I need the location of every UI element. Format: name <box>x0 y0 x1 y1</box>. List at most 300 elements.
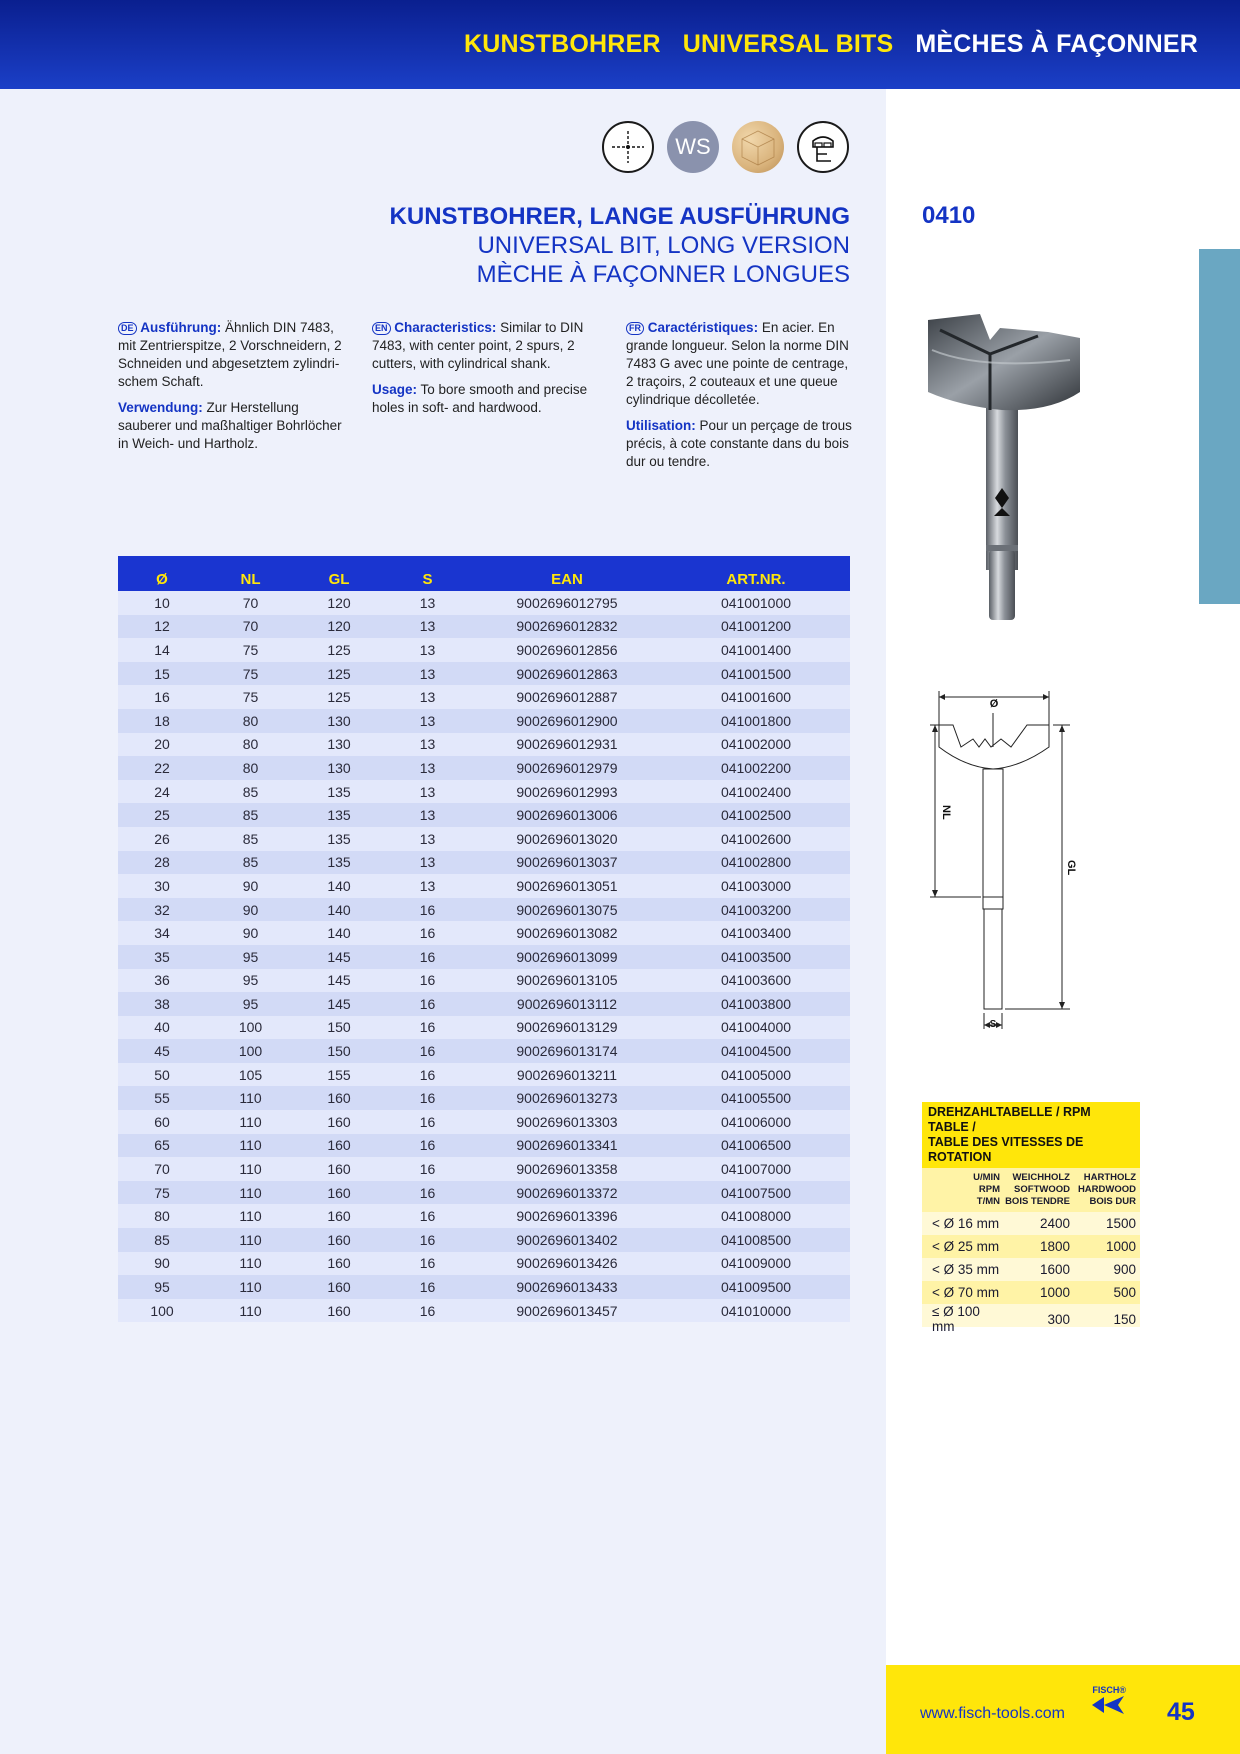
cell-nl: 80 <box>242 712 259 729</box>
cell-diameter: 36 <box>154 972 170 989</box>
cell-diameter: 50 <box>154 1066 170 1083</box>
rpm-cell-softwood: 2400 <box>1039 1216 1070 1231</box>
cell-ean: 9002696012979 <box>516 759 618 776</box>
footer-url[interactable]: www.fisch-tools.com <box>920 1705 1065 1722</box>
table-row <box>118 1181 850 1205</box>
rpm-table <box>922 1102 1140 1334</box>
cell-diameter: 22 <box>154 759 170 776</box>
rpm-cell-softwood: 1800 <box>1039 1239 1070 1254</box>
cell-nl: 105 <box>238 1066 263 1083</box>
feature-icons <box>602 121 849 173</box>
cell-art-nr: 041002000 <box>720 736 792 753</box>
rpm-col-speed-de: U/MIN <box>973 1172 1000 1183</box>
en-usage-label: Usage: <box>372 382 418 397</box>
header-titles <box>464 30 1198 59</box>
cell-gl: 140 <box>327 925 351 942</box>
table-row <box>118 1016 850 1040</box>
cell-gl: 135 <box>327 854 351 871</box>
cell-s: 16 <box>419 1231 436 1248</box>
cell-s: 16 <box>419 1043 436 1060</box>
cell-ean: 9002696013433 <box>516 1279 618 1296</box>
table-row <box>118 1110 850 1134</box>
cell-art-nr: 041002500 <box>720 807 792 824</box>
drawing-label-diameter: Ø <box>989 698 999 710</box>
cell-s: 13 <box>419 618 436 635</box>
header-title-fr: MÈCHES À FAÇONNER <box>915 30 1198 58</box>
rpm-col-softwood-fr: BOIS TENDRE <box>1005 1196 1070 1207</box>
cell-nl: 75 <box>242 665 259 682</box>
cell-s: 13 <box>419 689 436 706</box>
cell-gl: 140 <box>327 877 351 894</box>
cell-gl: 140 <box>327 901 351 918</box>
cell-ean: 9002696013358 <box>516 1161 618 1178</box>
header-title-en: UNIVERSAL BITS <box>682 30 894 58</box>
table-row <box>118 615 850 639</box>
col-header-s: S <box>422 571 433 588</box>
rpm-table-title <box>922 1102 1140 1168</box>
cell-gl: 130 <box>327 759 351 776</box>
cell-diameter: 70 <box>154 1161 170 1178</box>
table-row <box>118 1299 850 1323</box>
table-row <box>118 898 850 922</box>
table-row <box>118 969 850 993</box>
cell-ean: 9002696012887 <box>516 689 618 706</box>
rpm-cell-diameter: < Ø 35 mm <box>932 1262 1000 1277</box>
cell-nl: 110 <box>239 1090 262 1107</box>
product-title-block <box>390 202 850 289</box>
col-header-gl: GL <box>328 571 350 588</box>
de-char-text: Ähnlich DIN 7483, mit Zentrierspitze, 2 Vorschneidern, 2 Schneiden und abgesetztem zylindri-schem Schaft. <box>118 320 342 389</box>
cell-gl: 160 <box>327 1231 351 1248</box>
cell-nl: 100 <box>238 1043 263 1060</box>
rpm-title-line1: DREHZAHLTABELLE / RPM TABLE / <box>928 1105 1091 1134</box>
cell-gl: 155 <box>327 1066 351 1083</box>
rpm-cell-hardwood: 500 <box>1113 1285 1136 1300</box>
footer-brand: FISCH® <box>1092 1685 1126 1695</box>
cell-gl: 130 <box>327 712 351 729</box>
product-title-en: UNIVERSAL BIT, LONG VERSION <box>477 232 850 259</box>
cell-s: 13 <box>419 665 436 682</box>
rpm-row <box>922 1281 1140 1304</box>
cell-s: 16 <box>419 1208 436 1225</box>
cell-gl: 135 <box>327 807 351 824</box>
cell-gl: 150 <box>327 1043 351 1060</box>
cell-gl: 125 <box>327 665 351 682</box>
table-row <box>118 1039 850 1063</box>
cell-s: 16 <box>419 948 436 965</box>
cell-ean: 9002696012856 <box>516 641 618 658</box>
cell-nl: 75 <box>242 641 259 658</box>
table-row <box>118 1157 850 1181</box>
cell-art-nr: 041001800 <box>720 712 792 729</box>
rpm-col-hardwood-de: HARTHOLZ <box>1083 1172 1136 1183</box>
cell-diameter: 100 <box>150 1302 174 1319</box>
cell-nl: 80 <box>242 736 259 753</box>
cell-diameter: 90 <box>154 1255 170 1272</box>
cell-gl: 160 <box>327 1090 351 1107</box>
cell-art-nr: 041001200 <box>720 618 792 635</box>
cell-nl: 85 <box>242 783 259 800</box>
cell-ean: 9002696013105 <box>516 972 618 989</box>
cell-diameter: 95 <box>154 1279 170 1296</box>
table-row <box>118 756 850 780</box>
table-row <box>118 685 850 709</box>
cell-s: 16 <box>419 901 436 918</box>
cell-diameter: 10 <box>154 594 170 611</box>
cell-gl: 135 <box>327 830 351 847</box>
en-char-label: Characteristics: <box>394 320 497 335</box>
cell-diameter: 16 <box>154 689 170 706</box>
rpm-cell-softwood: 300 <box>1047 1311 1070 1327</box>
page-number: 45 <box>1167 1698 1195 1726</box>
cell-gl: 160 <box>327 1279 351 1296</box>
cell-gl: 120 <box>327 594 351 611</box>
cell-art-nr: 041002800 <box>720 854 792 871</box>
cell-gl: 130 <box>327 736 351 753</box>
cell-diameter: 75 <box>154 1184 170 1201</box>
cell-nl: 110 <box>239 1208 262 1225</box>
rpm-col-softwood <box>1004 1172 1074 1208</box>
cell-s: 16 <box>419 1184 436 1201</box>
cell-s: 16 <box>419 1019 436 1036</box>
rpm-rows <box>922 1212 1140 1334</box>
section-side-tab <box>1199 249 1240 604</box>
cell-diameter: 24 <box>154 783 170 800</box>
header-title-de: KUNSTBOHRER <box>464 30 661 58</box>
technical-drawing <box>925 685 1080 1035</box>
cell-diameter: 65 <box>154 1137 170 1154</box>
cell-diameter: 35 <box>154 948 170 965</box>
cell-ean: 9002696013006 <box>516 807 618 824</box>
cell-art-nr: 041002200 <box>720 759 792 776</box>
drawing-label-nl: NL <box>940 805 952 820</box>
cell-ean: 9002696013099 <box>516 948 618 965</box>
fish-logo-icon <box>1090 1695 1126 1715</box>
table-row <box>118 638 850 662</box>
cell-ean: 9002696012863 <box>516 665 618 682</box>
cell-nl: 85 <box>242 807 259 824</box>
en-usage-text: To bore smooth and precise holes in soft- and hardwood. <box>372 382 588 415</box>
cell-gl: 160 <box>327 1302 351 1319</box>
cell-ean: 9002696012795 <box>516 594 618 611</box>
cell-diameter: 26 <box>154 830 170 847</box>
rpm-cell-softwood: 1000 <box>1039 1285 1070 1300</box>
cell-diameter: 55 <box>154 1090 170 1107</box>
table-row <box>118 1134 850 1158</box>
cell-s: 16 <box>419 1066 436 1083</box>
rpm-cell-hardwood: 150 <box>1113 1311 1136 1327</box>
cell-diameter: 60 <box>154 1113 170 1130</box>
fisch-logo <box>1090 1685 1126 1720</box>
cell-gl: 160 <box>327 1255 351 1272</box>
cell-s: 13 <box>419 830 436 847</box>
lang-tag-de: DE <box>118 322 137 335</box>
cell-s: 13 <box>419 736 436 753</box>
product-code: 0410 <box>922 202 976 229</box>
cell-gl: 160 <box>327 1208 351 1225</box>
table-row <box>118 803 850 827</box>
cell-s: 16 <box>419 995 436 1012</box>
cell-gl: 150 <box>327 1019 351 1036</box>
cell-gl: 145 <box>327 995 351 1012</box>
ws-material-icon <box>667 121 719 173</box>
table-row <box>118 921 850 945</box>
rpm-row <box>922 1212 1140 1235</box>
drawing-label-gl: GL <box>1065 860 1077 876</box>
table-row <box>118 851 850 875</box>
cell-art-nr: 041001000 <box>720 594 792 611</box>
table-row <box>118 874 850 898</box>
cell-art-nr: 041003200 <box>720 901 792 918</box>
col-header-art-nr: ART.NR. <box>726 571 786 588</box>
cell-art-nr: 041010000 <box>720 1302 792 1319</box>
table-row <box>118 1252 850 1276</box>
cell-ean: 9002696013341 <box>516 1137 618 1154</box>
rpm-cell-diameter: ≤ Ø 100 mm <box>932 1304 980 1334</box>
cell-gl: 145 <box>327 972 351 989</box>
cell-art-nr: 041003800 <box>720 995 792 1012</box>
cell-ean: 9002696013075 <box>516 901 618 918</box>
cell-gl: 160 <box>327 1113 351 1130</box>
table-row <box>118 733 850 757</box>
cell-ean: 9002696013112 <box>516 995 618 1012</box>
cell-nl: 85 <box>242 854 259 871</box>
fr-usage-text: Pour un perçage de trous précis, à cote constante dans du bois dur ou tendre. <box>626 418 852 469</box>
rpm-cell-softwood: 1600 <box>1039 1262 1070 1277</box>
cell-gl: 160 <box>327 1137 351 1154</box>
table-row <box>118 662 850 686</box>
cell-s: 13 <box>419 877 436 894</box>
table-row <box>118 1086 850 1110</box>
rpm-cell-hardwood: 1000 <box>1105 1239 1136 1254</box>
cell-s: 13 <box>419 759 436 776</box>
rpm-cell-diameter: < Ø 25 mm <box>932 1239 1000 1254</box>
description-de <box>118 319 348 461</box>
cell-nl: 90 <box>242 901 259 918</box>
cell-diameter: 80 <box>154 1208 170 1225</box>
rpm-cell-hardwood: 1500 <box>1105 1216 1136 1231</box>
cell-ean: 9002696013402 <box>516 1231 618 1248</box>
cell-art-nr: 041002600 <box>720 830 792 847</box>
cell-ean: 9002696012931 <box>516 736 618 753</box>
table-header-row <box>118 556 850 591</box>
cell-art-nr: 041005000 <box>720 1066 792 1083</box>
cell-nl: 95 <box>242 995 259 1012</box>
cell-gl: 160 <box>327 1161 351 1178</box>
cell-ean: 9002696013174 <box>516 1043 618 1060</box>
rpm-col-speed <box>922 1172 1004 1208</box>
cell-art-nr: 041006000 <box>720 1113 792 1130</box>
rpm-col-softwood-de: WEICHHOLZ <box>1012 1172 1070 1183</box>
rpm-cell-diameter: < Ø 70 mm <box>932 1285 1000 1300</box>
cell-ean: 9002696013082 <box>516 925 618 942</box>
table-row <box>118 1204 850 1228</box>
cell-diameter: 12 <box>154 618 170 635</box>
cell-art-nr: 041008500 <box>720 1231 792 1248</box>
ws-label: WS <box>675 134 711 159</box>
center-point-icon <box>602 121 654 173</box>
table-row <box>118 780 850 804</box>
product-photo <box>920 310 1090 630</box>
page-header <box>0 0 1240 89</box>
cell-s: 13 <box>419 641 436 658</box>
cell-s: 16 <box>419 1137 436 1154</box>
rpm-col-speed-en: RPM <box>978 1184 1000 1195</box>
cell-ean: 9002696012900 <box>516 712 618 729</box>
cell-art-nr: 041001400 <box>720 641 792 658</box>
table-row <box>118 1275 850 1299</box>
cell-art-nr: 041003400 <box>720 925 792 942</box>
cell-diameter: 34 <box>154 925 170 942</box>
cell-art-nr: 041002400 <box>720 783 792 800</box>
table-row <box>118 992 850 1016</box>
rpm-column-headers <box>922 1168 1140 1212</box>
cell-ean: 9002696013020 <box>516 830 618 847</box>
cell-gl: 125 <box>327 641 351 658</box>
cell-s: 16 <box>419 1255 436 1272</box>
wood-material-icon <box>732 121 784 173</box>
rpm-row <box>922 1235 1140 1258</box>
cell-nl: 95 <box>242 972 259 989</box>
safety-goggles-icon <box>797 121 849 173</box>
cell-nl: 95 <box>242 948 259 965</box>
cell-ean: 9002696013396 <box>516 1208 618 1225</box>
cell-nl: 110 <box>239 1113 262 1130</box>
cell-diameter: 38 <box>154 995 170 1012</box>
cell-nl: 110 <box>239 1302 262 1319</box>
col-header-nl: NL <box>240 571 261 588</box>
rpm-row <box>922 1258 1140 1281</box>
cell-nl: 110 <box>239 1161 262 1178</box>
cell-art-nr: 041006500 <box>720 1137 792 1154</box>
cell-nl: 110 <box>239 1231 262 1248</box>
table-row <box>118 1228 850 1252</box>
cell-art-nr: 041004500 <box>720 1043 792 1060</box>
table-row <box>118 1063 850 1087</box>
fr-char-label: Caractéristiques: <box>647 320 759 335</box>
col-header-diameter: Ø <box>156 571 168 588</box>
table-row <box>118 591 850 615</box>
cell-s: 13 <box>419 594 436 611</box>
fr-char-text: En acier. En grande longueur. Selon la norme DIN 7483 G avec une pointe de centrage, 2 traçoirs, 2 couteaux et une queue cylindrique décolletée. <box>626 320 849 407</box>
cell-s: 16 <box>419 1302 436 1319</box>
cell-s: 16 <box>419 1113 436 1130</box>
col-header-ean: EAN <box>551 571 583 588</box>
cell-gl: 145 <box>327 948 351 965</box>
cell-diameter: 28 <box>154 854 170 871</box>
cell-diameter: 18 <box>154 712 170 729</box>
table-row <box>118 709 850 733</box>
cell-diameter: 40 <box>154 1019 170 1036</box>
product-table <box>118 556 850 1322</box>
de-usage-label: Verwendung: <box>118 400 203 415</box>
rpm-row <box>922 1304 1140 1334</box>
cell-ean: 9002696013457 <box>516 1302 618 1319</box>
rpm-col-softwood-en: SOFTWOOD <box>1014 1184 1070 1195</box>
cell-nl: 85 <box>242 830 259 847</box>
cell-diameter: 45 <box>154 1043 170 1060</box>
cell-nl: 90 <box>242 877 259 894</box>
drawing-label-s: S <box>989 1019 997 1030</box>
cell-nl: 80 <box>242 759 259 776</box>
cell-diameter: 14 <box>154 641 170 658</box>
cell-art-nr: 041005500 <box>720 1090 792 1107</box>
cell-art-nr: 041008000 <box>720 1208 792 1225</box>
cell-s: 13 <box>419 807 436 824</box>
cell-art-nr: 041007000 <box>720 1161 792 1178</box>
cell-art-nr: 041001600 <box>720 689 792 706</box>
cell-ean: 9002696013211 <box>516 1066 618 1083</box>
cell-s: 16 <box>419 972 436 989</box>
description-fr <box>626 319 856 479</box>
cell-gl: 120 <box>327 618 351 635</box>
cell-art-nr: 041007500 <box>720 1184 792 1201</box>
cell-ean: 9002696012832 <box>516 618 618 635</box>
cell-gl: 160 <box>327 1184 351 1201</box>
cell-diameter: 85 <box>154 1231 170 1248</box>
en-char-text: Similar to DIN 7483, with center point, 2 spurs, 2 cutters, with cylindrical shank. <box>372 320 584 371</box>
cell-s: 16 <box>419 1279 436 1296</box>
cell-diameter: 20 <box>154 736 170 753</box>
cell-nl: 110 <box>239 1255 262 1272</box>
cell-nl: 90 <box>242 925 259 942</box>
cell-ean: 9002696013037 <box>516 854 618 871</box>
cell-diameter: 32 <box>154 901 170 918</box>
cell-diameter: 30 <box>154 877 170 894</box>
cell-nl: 110 <box>239 1184 262 1201</box>
cell-nl: 70 <box>242 594 259 611</box>
cell-art-nr: 041003000 <box>720 877 792 894</box>
cell-nl: 75 <box>242 689 259 706</box>
cell-ean: 9002696013303 <box>516 1113 618 1130</box>
description-en <box>372 319 602 425</box>
cell-ean: 9002696013129 <box>516 1019 618 1036</box>
cell-nl: 70 <box>242 618 259 635</box>
cell-ean: 9002696013273 <box>516 1090 618 1107</box>
cell-art-nr: 041003500 <box>720 948 792 965</box>
page-footer <box>886 1665 1240 1754</box>
cell-diameter: 25 <box>154 807 170 824</box>
lang-tag-en: EN <box>372 322 391 335</box>
fr-usage-label: Utilisation: <box>626 418 696 433</box>
rpm-col-hardwood <box>1074 1172 1140 1208</box>
cell-art-nr: 041009000 <box>720 1255 792 1272</box>
product-title-fr: MÈCHE À FAÇONNER LONGUES <box>476 261 850 288</box>
cell-gl: 125 <box>327 689 351 706</box>
rpm-cell-hardwood: 900 <box>1113 1262 1136 1277</box>
cell-art-nr: 041003600 <box>720 972 792 989</box>
cell-s: 16 <box>419 925 436 942</box>
lang-tag-fr: FR <box>626 322 644 335</box>
table-row <box>118 827 850 851</box>
cell-s: 16 <box>419 1161 436 1178</box>
cell-s: 13 <box>419 712 436 729</box>
rpm-col-speed-fr: T/MN <box>976 1196 1000 1207</box>
cell-diameter: 15 <box>154 665 170 682</box>
cell-ean: 9002696013051 <box>516 877 618 894</box>
table-row <box>118 945 850 969</box>
rpm-col-hardwood-fr: BOIS DUR <box>1089 1196 1136 1207</box>
cell-nl: 110 <box>239 1137 262 1154</box>
cell-nl: 100 <box>238 1019 263 1036</box>
rpm-title-line2: TABLE DES VITESSES DE ROTATION <box>928 1135 1084 1164</box>
rpm-cell-diameter: < Ø 16 mm <box>932 1216 1000 1231</box>
de-char-label: Ausführung: <box>140 320 222 335</box>
cell-s: 16 <box>419 1090 436 1107</box>
cell-art-nr: 041009500 <box>720 1279 792 1296</box>
cell-ean: 9002696013372 <box>516 1184 618 1201</box>
de-usage-text: Zur Herstellung sauberer und maßhaltiger Bohrlöcher in Weich- und Hartholz. <box>118 400 342 451</box>
